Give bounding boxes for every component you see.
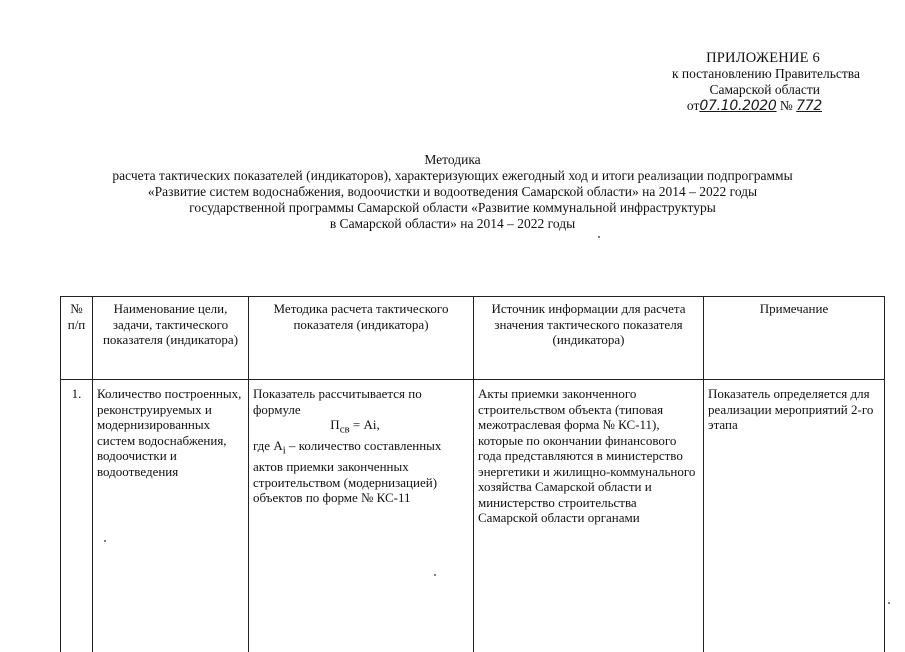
formula-lhs: П	[330, 417, 340, 432]
formula-subscript: св	[339, 423, 350, 436]
formula-rhs: = Ai,	[349, 417, 380, 432]
header-information-source: Источник информации для расчета значения тактического показателя (индикатора)	[474, 297, 704, 380]
row-information-source: Акты приемки законченного строительством объекта (типовая межотраслевая форма № КС-11), которые по окончании финансового года представляются в министерство энергетики и жилищно-коммунального хозяйства Самарской области и министерство строительства Самарской области органами	[474, 380, 704, 652]
header-note: Примечание	[704, 297, 885, 380]
title-line-4: в Самарской области» на 2014 – 2022 годы	[329, 216, 576, 231]
table-header-row	[61, 297, 885, 380]
handwritten-number: 772	[796, 98, 822, 114]
title-line-3: государственной программы Самарской области «Развитие коммунальной инфраструктуры	[189, 200, 716, 215]
header-number: № п/п	[61, 297, 93, 380]
scan-speck	[104, 540, 106, 542]
indicators-table	[60, 296, 885, 652]
date-prefix: от	[686, 98, 700, 113]
method-formula	[253, 417, 469, 438]
row-calculation-method	[249, 380, 474, 652]
appendix-region-line: Самарской области	[709, 82, 820, 97]
where-subscript: i	[282, 444, 286, 457]
where-rest: – количество составленных актов приемки законченных строительством (модернизацией) объектов по форме № КС-11	[253, 438, 442, 506]
title-heading: Методика	[424, 152, 481, 167]
header-indicator-name: Наименование цели, задачи, тактического показателя (индикатора)	[93, 297, 249, 380]
method-where	[253, 438, 469, 506]
scan-speck	[434, 574, 436, 576]
appendix-resolution-line: к постановлению Правительства	[671, 66, 860, 81]
row-indicator-name: Количество построенных, реконструируемых и модернизированных систем водоснабжения, водоочистки и водоотведения	[93, 380, 249, 652]
where-prefix: где A	[253, 438, 283, 454]
appendix-header	[560, 50, 860, 114]
title-line-2: «Развитие систем водоснабжения, водоочистки и водоотведения Самарской области» на 2014 – 2022 годы	[147, 184, 758, 199]
table-row	[61, 380, 885, 652]
row-number: 1.	[61, 380, 93, 652]
document-title	[0, 152, 905, 232]
title-line-1: расчета тактических показателей (индикаторов), характеризующих ежегодный ход и итоги реализации подпрограммы	[112, 168, 793, 183]
handwritten-date: 07.10.2020	[699, 98, 777, 114]
appendix-date-line	[560, 98, 822, 114]
scan-speck	[598, 236, 600, 238]
method-intro: Показатель рассчитывается по формуле	[253, 386, 422, 417]
header-calculation-method: Методика расчета тактического показателя (индикатора)	[249, 297, 474, 380]
appendix-number: ПРИЛОЖЕНИЕ 6	[706, 50, 820, 66]
scan-speck	[888, 602, 890, 604]
row-note: Показатель определяется для реализации мероприятий 2-го этапа	[704, 380, 885, 652]
number-sign: №	[779, 98, 793, 113]
